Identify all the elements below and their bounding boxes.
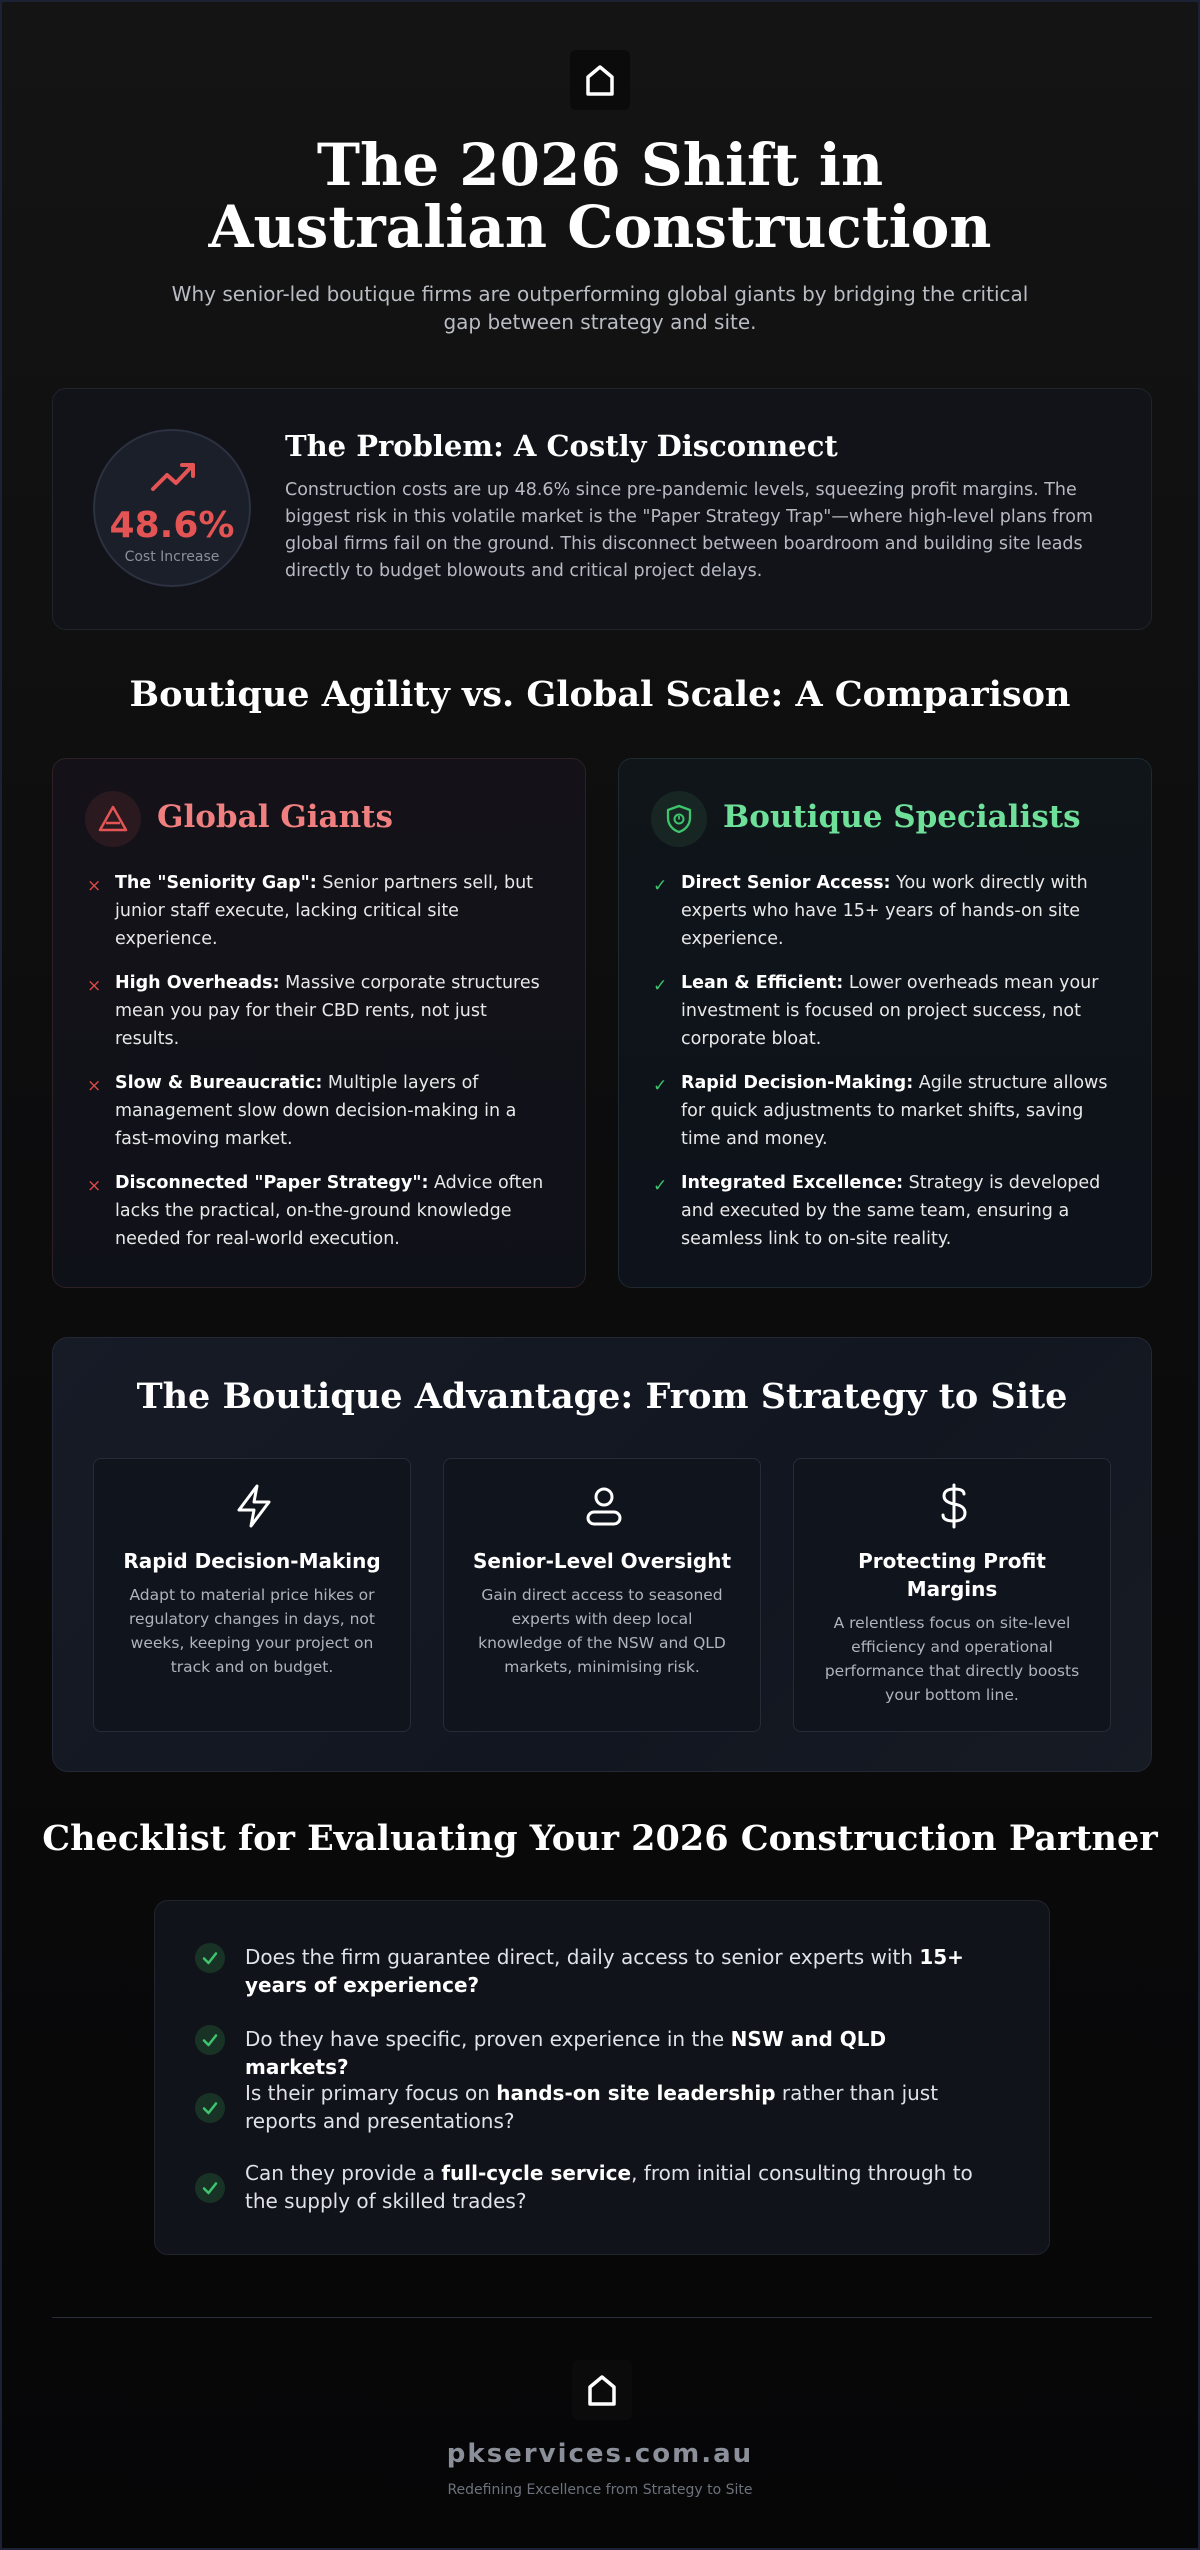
stat-label: Cost Increase xyxy=(124,549,220,565)
list-item: ✓ Direct Senior Access: You work directly with experts who have 15+ years of hands-on site experience. xyxy=(653,873,1088,949)
advantage-card-oversight xyxy=(443,1458,761,1732)
list-item: ✓ Lean & Efficient: Lower overheads mean your investment is focused on project success, not corporate bloat. xyxy=(653,973,1099,1049)
problem-title: The Problem: A Costly Disconnect xyxy=(285,429,838,463)
boutique-specialists-title: Boutique Specialists xyxy=(723,799,1081,835)
check-circle-icon xyxy=(195,2025,225,2055)
checklist-title: Checklist for Evaluating Your 2026 Construction Partner xyxy=(42,1818,1158,1859)
warning-triangle-icon xyxy=(85,791,141,847)
header xyxy=(2,50,1198,336)
check-circle-icon xyxy=(195,2173,225,2203)
page-subtitle: Why senior-led boutique firms are outperforming global giants by bridging the critical gap between strategy and site. xyxy=(171,282,1029,334)
advantage-card-text: Adapt to material price hikes or regulatory changes in days, not weeks, keeping your project on track and on budget. xyxy=(129,1586,375,1676)
check-icon: ✓ xyxy=(653,1076,668,1096)
problem-card xyxy=(52,388,1152,630)
comparison-title: Boutique Agility vs. Global Scale: A Comparison xyxy=(129,674,1071,715)
list-item: × High Overheads: Massive corporate structures mean you pay for their CBD rents, not just results. xyxy=(87,973,540,1049)
page-title: The 2026 Shift in Australian Construction xyxy=(208,131,992,261)
check-circle-icon xyxy=(195,1943,225,1973)
checklist-item: Does the firm guarantee direct, daily access to senior experts with 15+ years of experience? xyxy=(195,1943,975,1999)
dollar-icon xyxy=(933,1483,975,1529)
footer-home-logo-icon xyxy=(572,2360,632,2420)
boutique-specialists-list xyxy=(651,869,1121,1269)
advantage-card-profit xyxy=(793,1458,1111,1732)
cross-icon: × xyxy=(87,976,102,996)
advantage-panel xyxy=(52,1337,1152,1772)
advantage-card-text: A relentless focus on site-level efficiency and operational performance that directly boosts your bottom line. xyxy=(824,1614,1080,1704)
trending-up-icon xyxy=(149,459,199,493)
check-icon: ✓ xyxy=(653,876,668,896)
checklist-item: Do they have specific, proven experience in the NSW and QLD markets? xyxy=(195,2025,975,2081)
checklist-item: Can they provide a full-cycle service, from initial consulting through to the supply of skilled trades? xyxy=(195,2159,975,2215)
footer-site-link[interactable]: pkservices.com.au xyxy=(446,2439,754,2469)
shield-check-icon xyxy=(651,791,707,847)
list-item: × Disconnected "Paper Strategy": Advice often lacks the practical, on-the-ground knowledge needed for real-world execution. xyxy=(87,1173,544,1249)
cross-icon: × xyxy=(87,876,102,896)
footer-divider xyxy=(52,2317,1152,2318)
checklist-item: Is their primary focus on hands-on site leadership rather than just reports and presentations? xyxy=(195,2079,975,2135)
checklist-card xyxy=(154,1900,1050,2255)
footer-tagline: Redefining Excellence from Strategy to Site xyxy=(447,2482,753,2498)
stat-value: 48.6% xyxy=(109,505,235,546)
home-logo-icon xyxy=(570,50,630,110)
check-icon: ✓ xyxy=(653,1176,668,1196)
boutique-specialists-card xyxy=(618,758,1152,1288)
global-giants-list xyxy=(85,869,555,1269)
check-icon: ✓ xyxy=(653,976,668,996)
advantage-card-rapid xyxy=(93,1458,411,1732)
list-item: × Slow & Bureaucratic: Multiple layers of management slow down decision-making in a fast-moving market. xyxy=(87,1073,517,1149)
user-icon xyxy=(583,1483,625,1529)
advantage-card-title: Rapid Decision-Making xyxy=(123,1549,381,1573)
lightning-icon xyxy=(233,1483,275,1529)
list-item: ✓ Integrated Excellence: Strategy is developed and executed by the same team, ensuring a seamless link to on-site reality. xyxy=(653,1173,1101,1249)
global-giants-title: Global Giants xyxy=(157,799,393,835)
cost-stat-badge xyxy=(93,429,251,587)
advantage-card-title: Protecting Profit Margins xyxy=(858,1549,1046,1601)
cross-icon: × xyxy=(87,1076,102,1096)
advantage-title: The Boutique Advantage: From Strategy to Site xyxy=(136,1376,1068,1417)
list-item: ✓ Rapid Decision-Making: Agile structure allows for quick adjustments to market shifts, saving time and money. xyxy=(653,1073,1108,1149)
cross-icon: × xyxy=(87,1176,102,1196)
global-giants-card xyxy=(52,758,586,1288)
advantage-card-title: Senior-Level Oversight xyxy=(472,1549,732,1573)
problem-text: Construction costs are up 48.6% since pre-pandemic levels, squeezing profit margins. The biggest risk in this volatile market is the "Paper Strategy Trap"—where high-level plans from global firms fail on the ground. This disconnect between boardroom and building site leads directly to budget blowouts and critical project delays. xyxy=(285,480,1093,581)
advantage-card-text: Gain direct access to seasoned experts with deep local knowledge of the NSW and QLD markets, minimising risk. xyxy=(478,1586,726,1676)
check-circle-icon xyxy=(195,2093,225,2123)
list-item: × The "Seniority Gap": Senior partners sell, but junior staff execute, lacking critical site experience. xyxy=(87,873,534,949)
